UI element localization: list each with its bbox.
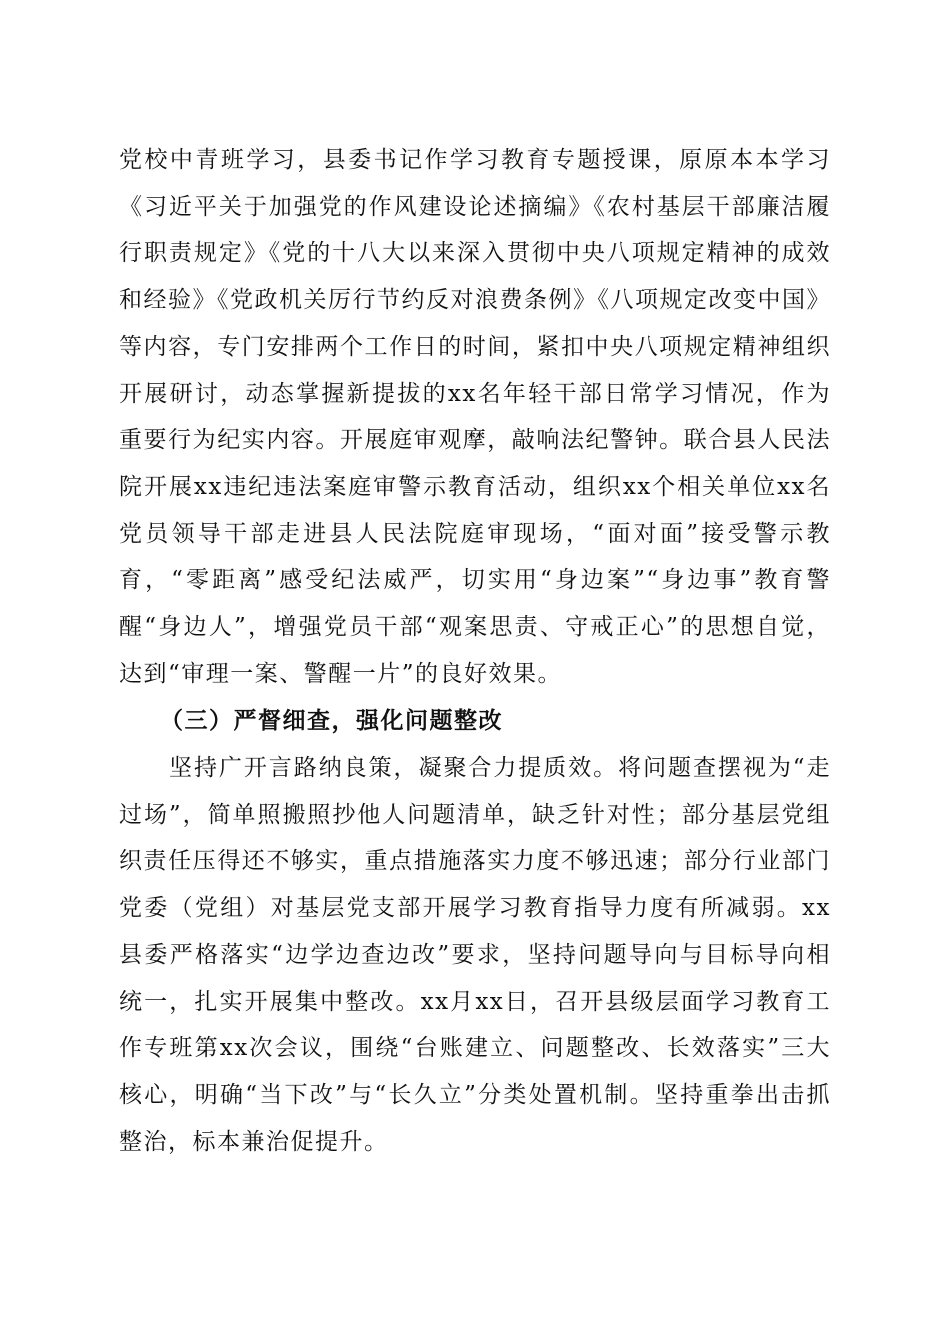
paragraph-text: 党校中青班学习，县委书记作学习教育专题授课，原原本本学习《习近平关于加强党的作风建设论述摘编》《农村基层干部廉洁履行职责规定》《党的十八大以来深入贯彻中央八项规定精神的成效和经验》《党政机关厉行节约反对浪费条例》《八项规定改变中国》等内容，专门安排两个工作日的时间，紧扣中央八项规定精神组织开展研讨，动态掌握新提拔的xx名年轻干部日常学习情况，作为重要行为纪实内容。开展庭审观摩，敲响法纪警钟。联合县人民法院开展xx违纪违法案庭审警示教育活动，组织xx个相关单位xx名党员领导干部走进县人民法院庭审现场，“面对面”接受警示教育，“零距离”感受纪法威严，切实用“身边案”“身边事”教育警醒“身边人”，增强党员干部“观案思责、守戒正心”的思想自觉，达到“审理一案、警醒一片”的良好效果。 [119,147,831,687]
body-paragraph [119,745,831,1165]
section-heading: （三）严督细查，强化问题整改 [160,708,503,734]
body-paragraph-continued [119,137,831,697]
paragraph-text: 坚持广开言路纳良策，凝聚合力提质效。将问题查摆视为“走过场”，简单照搬照抄他人问题清单，缺乏针对性；部分基层党组织责任压得还不够实，重点措施落实力度不够迅速；部分行业部门党委（党组）对基层党支部开展学习教育指导力度有所减弱。xx县委严格落实“边学边查边改”要求，坚持问题导向与目标导向相统一，扎实开展集中整改。xx月xx日，召开县级层面学习教育工作专班第xx次会议，围绕“台账建立、问题整改、长效落实”三大核心，明确“当下改”与“长久立”分类处置机制。坚持重拳出击抓整治，标本兼治促提升。 [119,755,831,1155]
